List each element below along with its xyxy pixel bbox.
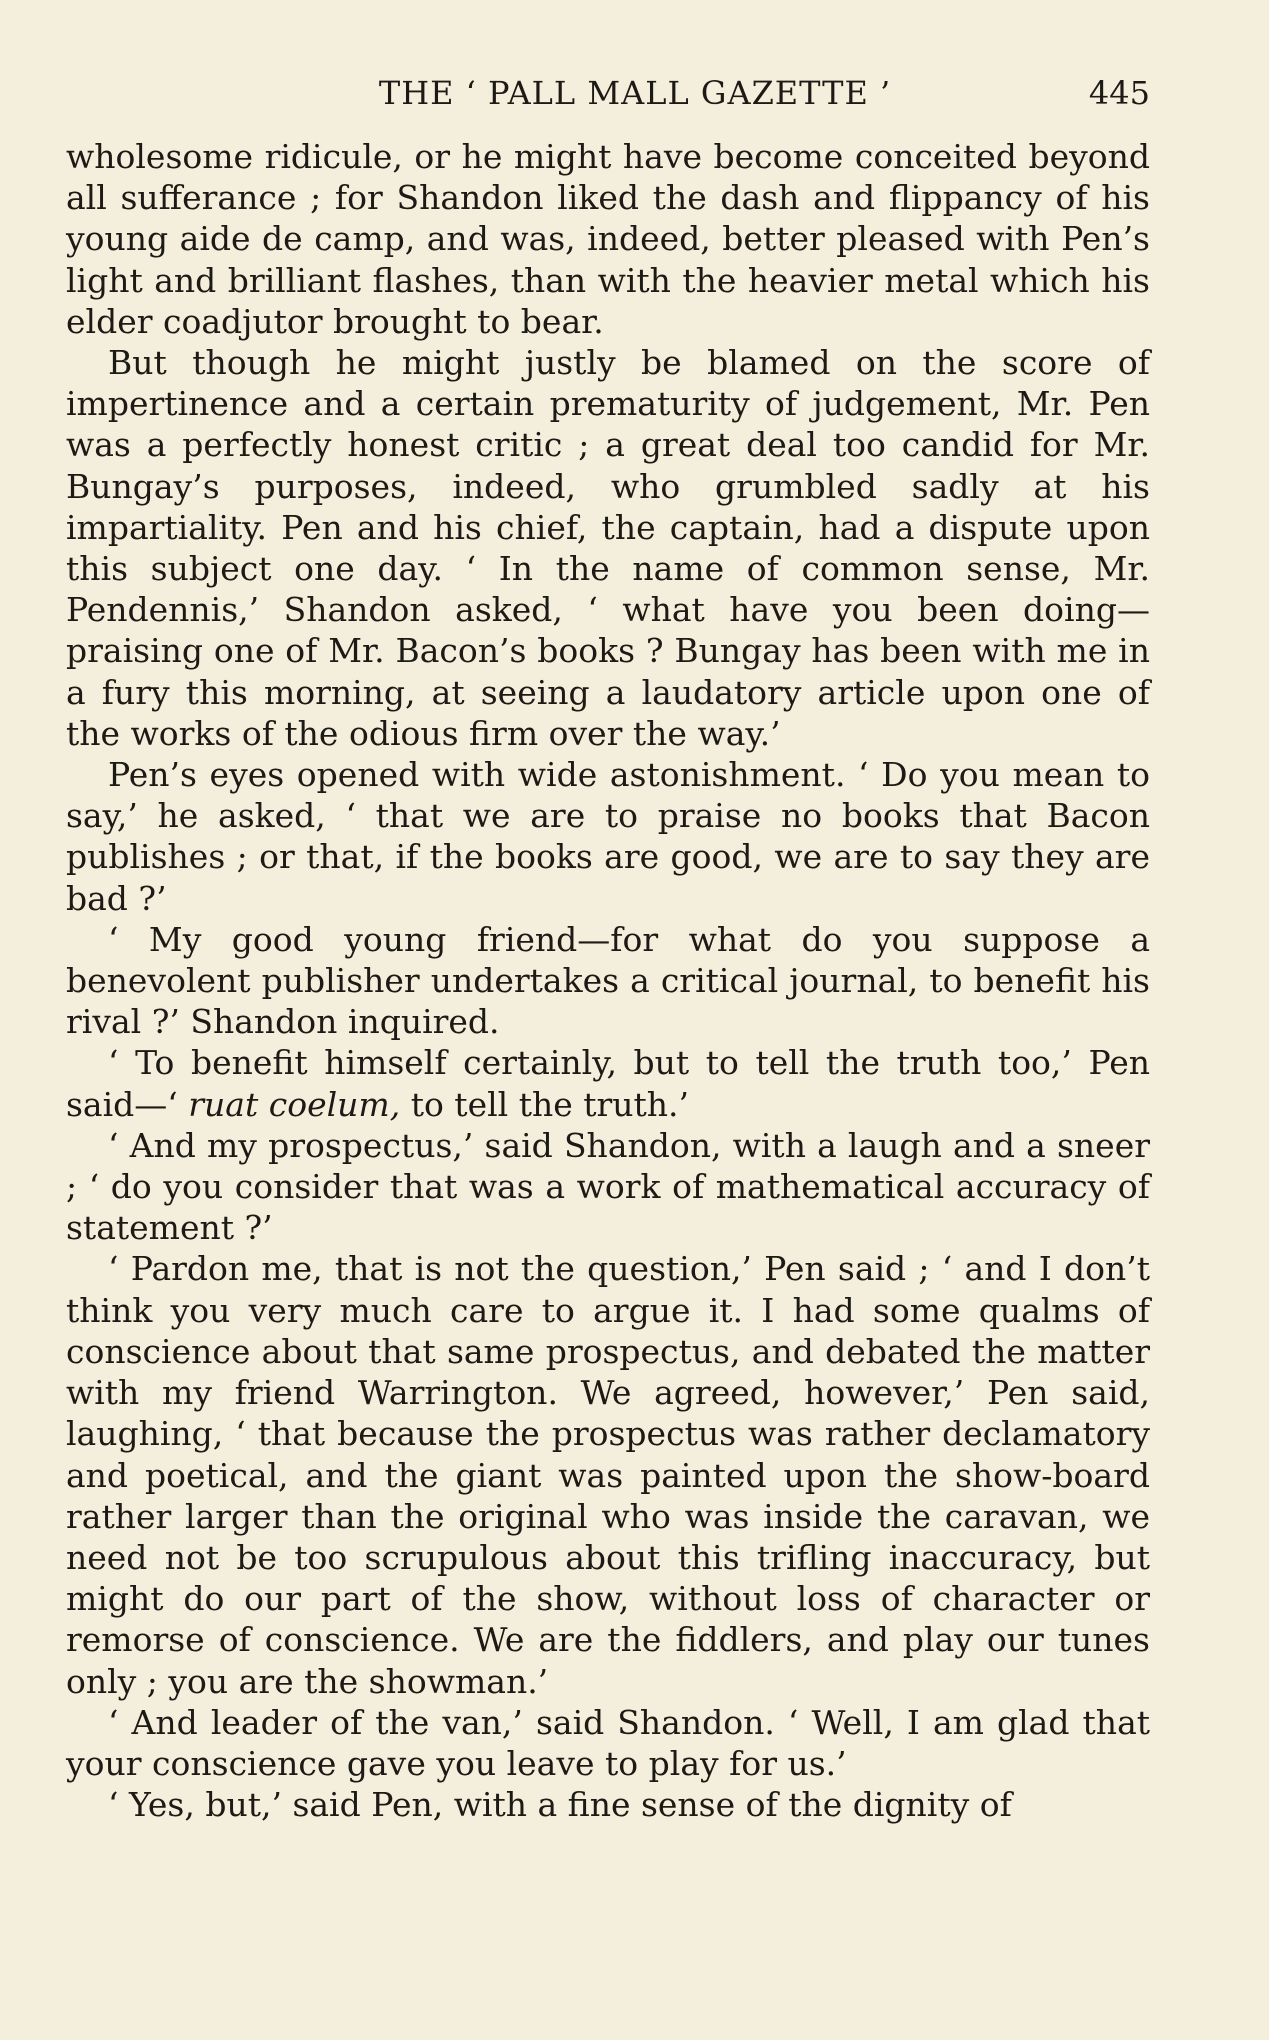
paragraph-7: ‘ Pardon me, that is not the question,’ Pen said ; ‘ and I don’t think you very much care to argue it. I had some qualms of conscience about that same prospectus, and debated the matter with my friend Warrington. We agreed, however,’ Pen said, laughing, ‘ that because the prospectus was rather declamatory and poetical, and the giant was painted upon the show-board rather larger than the original who was inside the caravan, we need not be too scrupulous about this trifling inaccuracy, but might do our part of the show, without loss of character or remorse of conscience. We are the fiddlers, and play our tunes only ; you are the showman.’ — [66, 1249, 1150, 1701]
paragraph-1: wholesome ridicule, or he might have become conceited beyond all sufferance ; for Shandon liked the dash and flippancy of his young aide de camp, and was, indeed, better pleased with Pen’s light and brilliant flashes, than with the heavier metal which his elder coadjutor brought to bear. — [66, 137, 1150, 341]
running-title: THE ‘ PALL MALL GAZETTE ’ — [378, 74, 892, 112]
page-number: 445 — [1088, 74, 1150, 112]
paragraph-2: But though he might justly be blamed on the score of impertinence and a certain prematurity of judgement, Mr. Pen was a perfectly honest critic ; a great deal too candid for Mr. Bungay’s purposes, indeed, who grumbled sadly at his impartiality. Pen and his chief, the captain, had a dispute upon this subject one day. ‘ In the name of common sense, Mr. Pendennis,’ Shandon asked, ‘ what have you been doing—praising one of Mr. Bacon’s books ? Bungay has been with me in a fury this morning, at seeing a laudatory article upon one of the works of the odious firm over the way.’ — [66, 343, 1150, 753]
paragraph-5 — [66, 1042, 1150, 1124]
paragraph-5-end: to tell the truth.’ — [400, 1084, 690, 1124]
paragraph-3: Pen’s eyes opened with wide astonishment. ‘ Do you mean to say,’ he asked, ‘ that we are to praise no books that Bacon publishes ; or that, if the books are good, we are to say they are bad ?’ — [66, 755, 1150, 918]
latin-phrase: ruat coelum, — [188, 1084, 401, 1124]
paragraph-5-start: ‘ To benefit himself certainly, but to tell the truth too,’ Pen said—‘ — [66, 1043, 1150, 1124]
paragraph-8: ‘ And leader of the van,’ said Shandon. ‘ Well, I am glad that your conscience gave you leave to play for us.’ — [66, 1702, 1150, 1783]
paragraph-9: ‘ Yes, but,’ said Pen, with a fine sense of the dignity of — [108, 1785, 1012, 1825]
running-head — [66, 74, 1150, 126]
book-page — [66, 74, 1150, 1825]
paragraph-4: ‘ My good young friend—for what do you suppose a benevolent publisher undertakes a critical journal, to benefit his rival ?’ Shandon inquired. — [66, 919, 1150, 1042]
paragraph-6: ‘ And my prospectus,’ said Shandon, with a laugh and a sneer ; ‘ do you consider that was a work of mathematical accuracy of statement ?’ — [66, 1125, 1150, 1248]
body-text — [66, 136, 1150, 1825]
